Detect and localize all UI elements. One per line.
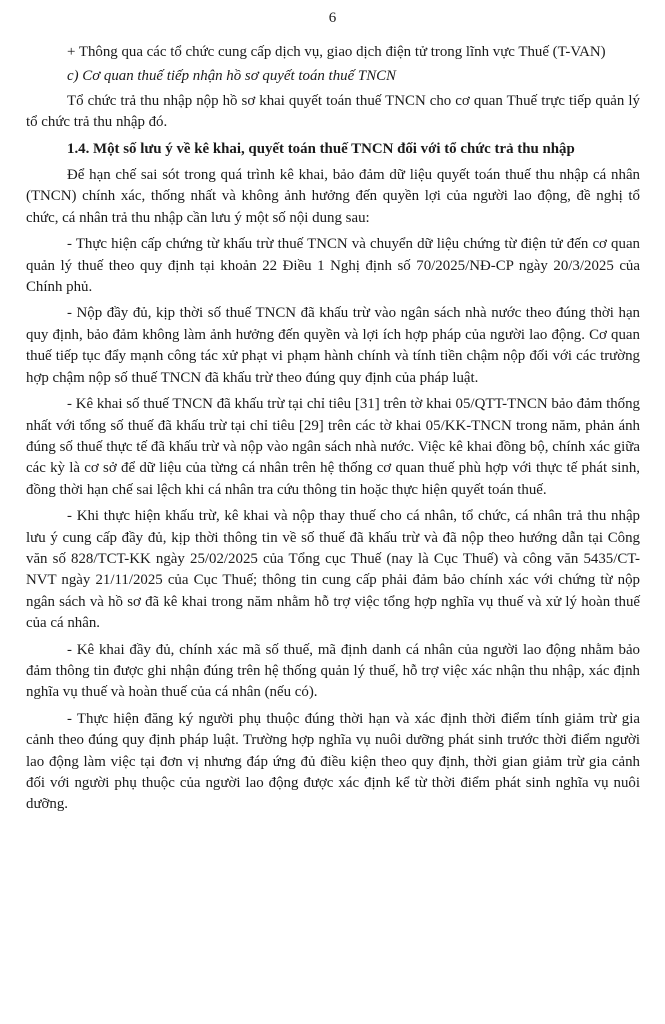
bullet-withholding-info: - Khi thực hiện khấu trừ, kê khai và nộp thay thuế cho cá nhân, tổ chức, cá nhân trả thu nhập lưu ý cung cấp đầy đủ, kịp thời thông tin về số thuế đã khấu trừ và đã nộp theo hướng dẫn tại Công văn số 828/TCT-KK ngày 25/02/2025 của Tổng cục Thuế (nay là Cục Thuế) và công văn 5435/CT-NVT ngày 21/11/2025 của Cục Thuế; thông tin cung cấp phải đảm bảo chính xác với chứng từ nộp ngân sách và hồ sơ đã kê khai trong năm nhằm hỗ trợ việc tổng hợp nghĩa vụ thuế và xử lý hoàn thuế của cá nhân. [26,508,640,632]
bullet-payment: - Nộp đầy đủ, kịp thời số thuế TNCN đã khấu trừ vào ngân sách nhà nước theo đúng thời hạn quy định, bảo đảm không làm ảnh hưởng đến quyền và lợi ích hợp pháp của người lao động. Cơ quan thuế tiếp tục đẩy mạnh công tác xử phạt vi phạm hành chính và tính tiền chậm nộp đối với các trường hợp chậm nộp số thuế TNCN đã khấu trừ theo đúng quy định của pháp luật. [26,305,640,386]
paragraph-intro: Để hạn chế sai sót trong quá trình kê khai, bảo đảm dữ liệu quyết toán thuế thu nhập cá nhân (TNCN) chính xác, thống nhất và không ảnh hưởng đến quyền lợi của người lao động, đề nghị tổ chức, cá nhân trả thu nhập cần lưu ý một số nội dung sau: [26,167,640,226]
section-heading-1-4: 1.4. Một số lưu ý về kê khai, quyết toán thuế TNCN đối với tổ chức trả thu nhập [67,140,575,157]
paragraph-submission: Tổ chức trả thu nhập nộp hồ sơ khai quyết toán thuế TNCN cho cơ quan Thuế trực tiếp quản lý tổ chức trả thu nhập đó. [26,92,640,131]
bullet-dependents: - Thực hiện đăng ký người phụ thuộc đúng thời hạn và xác định thời điểm tính giảm trừ gia cảnh theo đúng quy định pháp luật. Trường hợp nghĩa vụ nuôi dưỡng phát sinh trước thời điểm người lao động làm việc tại đơn vị nhưng đáp ứng đủ điều kiện theo quy định, thời gian giảm trừ gia cảnh đối với người phụ thuộc của người lao động được xác định kể từ thời điểm phát sinh nghĩa vụ nuôi dưỡng. [26,710,640,813]
bullet-declaration: - Kê khai số thuế TNCN đã khấu trừ tại chỉ tiêu [31] trên tờ khai 05/QTT-TNCN bảo đảm thống nhất với tổng số thuế đã khấu trừ tại chỉ tiêu [29] trên các tờ khai 05/KK-TNCN trong năm, phản ánh đúng số thuế thực tế đã khấu trừ và nộp vào ngân sách nhà nước. Việc kê khai đồng bộ, chính xác giữa các kỳ là cơ sở để dữ liệu của từng cá nhân trên hệ thống cơ quan thuế phù hợp với thực tế phát sinh, đồng thời hạn chế sai lệch khi cá nhân tra cứu thông tin hoặc thực hiện quyết toán thuế. [26,396,640,498]
page-number: 6 [328,10,337,26]
bullet-certificate: - Thực hiện cấp chứng từ khấu trừ thuế TNCN và chuyển dữ liệu chứng từ điện tử đến cơ quan quản lý thuế theo quy định tại khoản 22 Điều 1 Nghị định số 70/2025/NĐ-CP ngày 20/3/2025 của Chính phủ. [26,236,640,296]
subheading-receiving-agency: c) Cơ quan thuế tiếp nhận hồ sơ quyết toán thuế TNCN [67,68,396,85]
bullet-tax-code: - Kê khai đầy đủ, chính xác mã số thuế, mã định danh cá nhân của người lao động nhằm bảo đảm thông tin được ghi nhận đúng trên hệ thống quản lý thuế, hỗ trợ việc xác nhận thu nhập, xác định nghĩa vụ thuế và hoàn thuế của cá nhân (nếu có). [26,641,640,701]
paragraph-tvan: + Thông qua các tổ chức cung cấp dịch vụ, giao dịch điện tử trong lĩnh vực Thuế (T-VAN) [67,44,606,60]
document-body [26,42,640,821]
